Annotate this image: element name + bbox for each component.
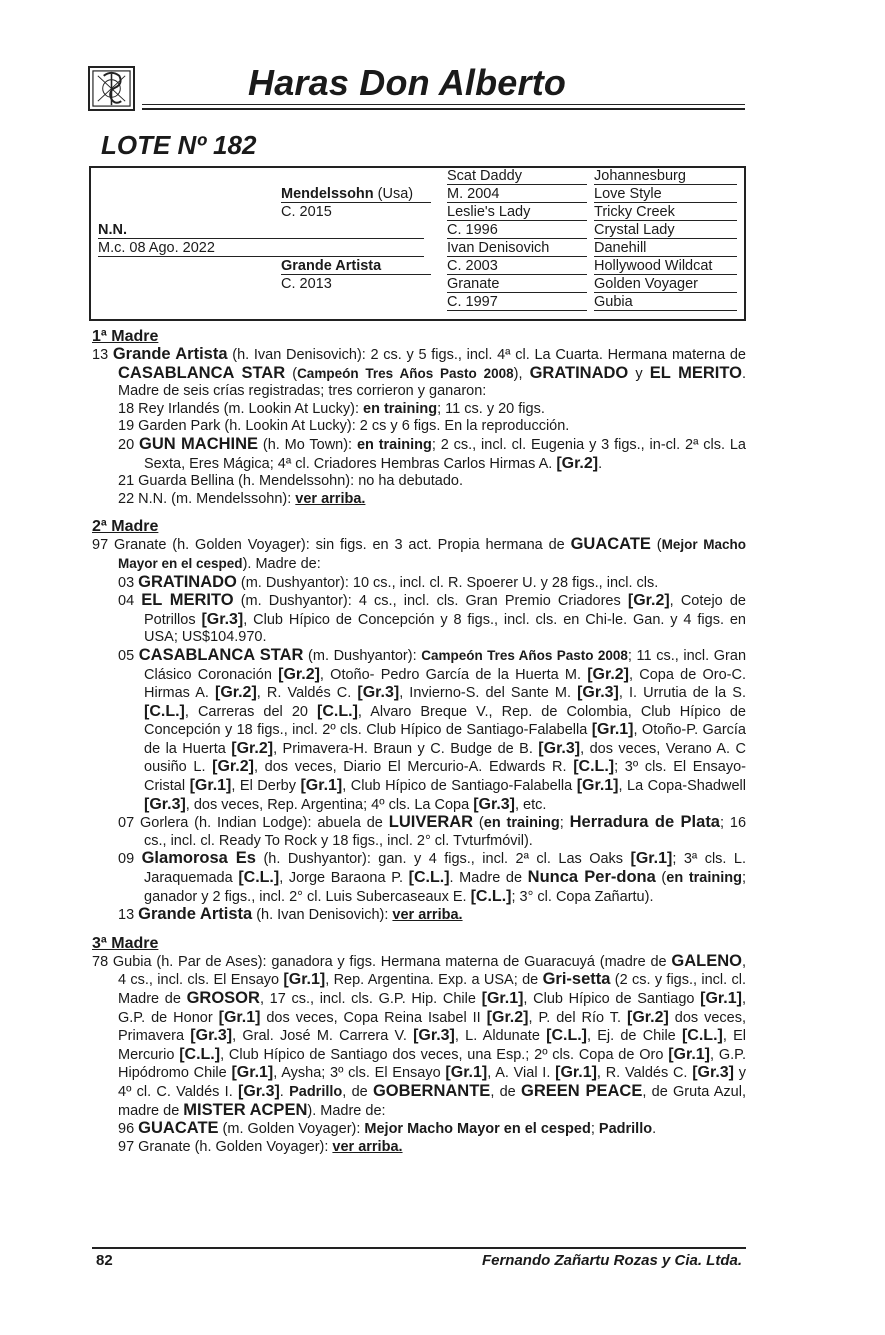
g3-name: Leslie's Lady xyxy=(447,204,587,221)
g4-name: Love Style xyxy=(594,186,737,203)
produce-item: 13 Grande Artista (h. Ivan Denisovich): ver arriba. xyxy=(118,905,463,924)
produce-item: 22 N.N. (m. Mendelssohn): ver arriba. xyxy=(118,490,366,507)
g4-name: Tricky Creek xyxy=(594,204,737,221)
header-rule xyxy=(142,104,745,105)
sire-line xyxy=(281,186,431,203)
produce-item: 97 Granate (h. Golden Voyager): ver arriba. xyxy=(118,1138,403,1155)
g4-name: Crystal Lady xyxy=(594,222,737,239)
page-title: Haras Don Alberto xyxy=(248,62,567,103)
section-title-third-dam: 3ª Madre xyxy=(92,934,159,952)
g3-name: Scat Daddy xyxy=(447,168,587,185)
g4-name: Gubia xyxy=(594,294,737,311)
produce-item: 05 CASABLANCA STAR (m. Dushyantor): Campeón Tres Años Pasto 2008; 11 cs., incl. Gran Clásico Coronación [Gr.2], Otoño- Pedro García de la Huerta M. [Gr.2], Copa de Oro-C. Hirmas A. [Gr.2], R. Valdés C. [Gr.3], Invierno-S. del Sante M. [Gr.3], I. Urrutia de la S. [C.L.], Carreras del 20 [C.L.], Alvaro Breque V., Rep. de Colombia, Club Hípico de Concepción y 18 figs., incl. 2º cls. Club Hípico de Santiago-Falabella [Gr.1], Otoño-P. García de la Huerta [Gr.2], Primavera-H. Braun y C. Budge de B. [Gr.3], dos veces, Verano A. C ousiño L. [Gr.2], dos veces, Diario El Mercurio-A. Edwards R. [C.L.]; 3º cls. El Ensayo-Cristal [Gr.1], El Derby [Gr.1], Club Hípico de Santiago-Falabella [Gr.1], La Copa-Shadwell [Gr.3], dos veces, Rep. Argentina; 4º cls. La Copa [Gr.3], etc. xyxy=(118,645,747,813)
dam-year: C. 2013 xyxy=(281,276,332,292)
sire-origin: (Usa) xyxy=(373,186,414,202)
g4-name: Hollywood Wildcat xyxy=(594,258,737,275)
page-number: 82 xyxy=(96,1252,113,1269)
g3-year: C. 1996 xyxy=(447,222,587,239)
g3-name: Granate xyxy=(447,276,587,293)
g4-name: Johannesburg xyxy=(594,168,737,185)
monogram-icon xyxy=(90,68,133,109)
g3-year: C. 2003 xyxy=(447,258,587,275)
produce-item: 20 GUN MACHINE (h. Mo Town): en training; 2 cs., incl. cl. Eugenia y 3 figs., in-cl. 2ª cls. La Sexta, Eres Mágica; 4ª cl. Criadores Hembras Carlos Hirmas A. [Gr.2]. xyxy=(118,434,746,472)
horse-name: N.N. xyxy=(98,222,424,239)
g3-year: M. 2004 xyxy=(447,186,587,203)
logo xyxy=(88,66,135,111)
g4-name: Danehill xyxy=(594,240,737,257)
produce-item: 18 Rey Irlandés (m. Lookin At Lucky): en training; 11 cs. y 20 figs. xyxy=(118,400,545,417)
section-title-second-dam: 2ª Madre xyxy=(92,518,159,536)
produce-item: 07 Gorlera (h. Indian Lodge): abuela de LUIVERAR (en training; Herradura de Plata; 16 cs., incl. cl. Ready To Rock y 18 figs., incl. 2° cl. Tvturfmóvil). xyxy=(118,813,747,849)
entry-third-dam: 78 Gubia (h. Par de Ases): ganadora y figs. Hermana materna de Guaracuyá (madre de GALENO, 4 cs., incl. cls. El Ensayo [Gr.1], Rep. Argentina. Exp. a USA; de Gri-setta (2 cs. y figs., incl. cl. Madre de GROSOR, 17 cs., incl. cls. G.P. Hip. Chile [Gr.1], Club Hípico de Santiago [Gr.1], G.P. de Honor [Gr.1] dos veces, Copa Reina Isabel II [Gr.2], P. del Río T. [Gr.2] dos veces, Primavera [Gr.3], Gral. José M. Carrera V. [Gr.3], L. Aldunate [C.L.], Ej. de Chile [C.L.], El Mercurio [C.L.], Club Hípico de Santiago dos veces, una Esp.; 2º cls. Copa de Oro [Gr.1], G.P. Hipódromo Chile [Gr.1], Aysha; 3º cls. El Ensayo [Gr.1], A. Vial I. [Gr.1], R. Valdés C. [Gr.3] y 4º cl. C. Valdés I. [Gr.3]. Padrillo, de GOBERNANTE, de GREEN PEACE, de Gruta Azul, madre de MISTER ACPEN). Madre de: xyxy=(92,951,746,1119)
sire-year: C. 2015 xyxy=(281,204,332,220)
header-rule-thick xyxy=(142,108,745,110)
section-title-first-dam: 1ª Madre xyxy=(92,328,159,345)
produce-item: 19 Garden Park (h. Lookin At Lucky): 2 cs y 6 figs. En la reproducción. xyxy=(118,418,570,435)
g3-year: C. 1997 xyxy=(447,294,587,311)
produce-item: 21 Guarda Bellina (h. Mendelssohn): no ha debutado. xyxy=(118,473,464,490)
horse-birth: M.c. 08 Ago. 2022 xyxy=(98,240,424,257)
produce-item: 03 GRATINADO (m. Dushyantor): 10 cs., incl. cl. R. Spoerer U. y 28 figs., incl. cls. xyxy=(118,572,659,591)
dam-records xyxy=(92,327,746,1156)
g4-name: Golden Voyager xyxy=(594,276,737,293)
produce-item: 04 EL MERITO (m. Dushyantor): 4 cs., incl. cls. Gran Premio Criadores [Gr.2], Cotejo de Potrillos [Gr.3], Club Hípico de Concepción y 8 figs., incl. cls. en Chi-le. Gan. y 4 figs. en USA; US$104.970. xyxy=(118,591,746,646)
g3-name: Ivan Denisovich xyxy=(447,240,587,257)
dam-name: Grande Artista xyxy=(281,258,431,275)
produce-item: 09 Glamorosa Es (h. Dushyantor): gan. y 4 figs., incl. 2ª cl. Las Oaks [Gr.1]; 3ª cls. L. Jaraquemada [C.L.], Jorge Baraona P. [C.L.]. Madre de Nunca Per-dona (en training; ganador y 2 figs., incl. 2° cl. Luis Subercaseaux E. [C.L.]; 3° cl. Copa Zañartu). xyxy=(118,849,747,905)
entry-first-dam: 13 Grande Artista (h. Ivan Denisovich): 2 cs. y 5 figs., incl. 4ª cl. La Cuarta. Hermana materna de CASABLANCA STAR (Campeón Tres Años Pasto 2008), GRATINADO y EL MERITO. Madre de seis crías registradas; tres corrieron y ganaron: xyxy=(92,345,747,400)
publisher-name: Fernando Zañartu Rozas y Cia. Ltda. xyxy=(481,1252,742,1269)
entry-second-dam: 97 Granate (h. Golden Voyager): sin figs. en 3 act. Propia hermana de GUACATE (Mejor Macho Mayor en el cesped). Madre de: xyxy=(92,535,746,572)
pedigree-table xyxy=(89,166,746,321)
footer-rule xyxy=(92,1247,746,1249)
lot-number: LOTE Nº 182 xyxy=(101,130,257,160)
sire-name: Mendelssohn xyxy=(281,186,374,202)
produce-item: 96 GUACATE (m. Golden Voyager): Mejor Macho Mayor en el cesped; Padrillo. xyxy=(118,1119,657,1138)
